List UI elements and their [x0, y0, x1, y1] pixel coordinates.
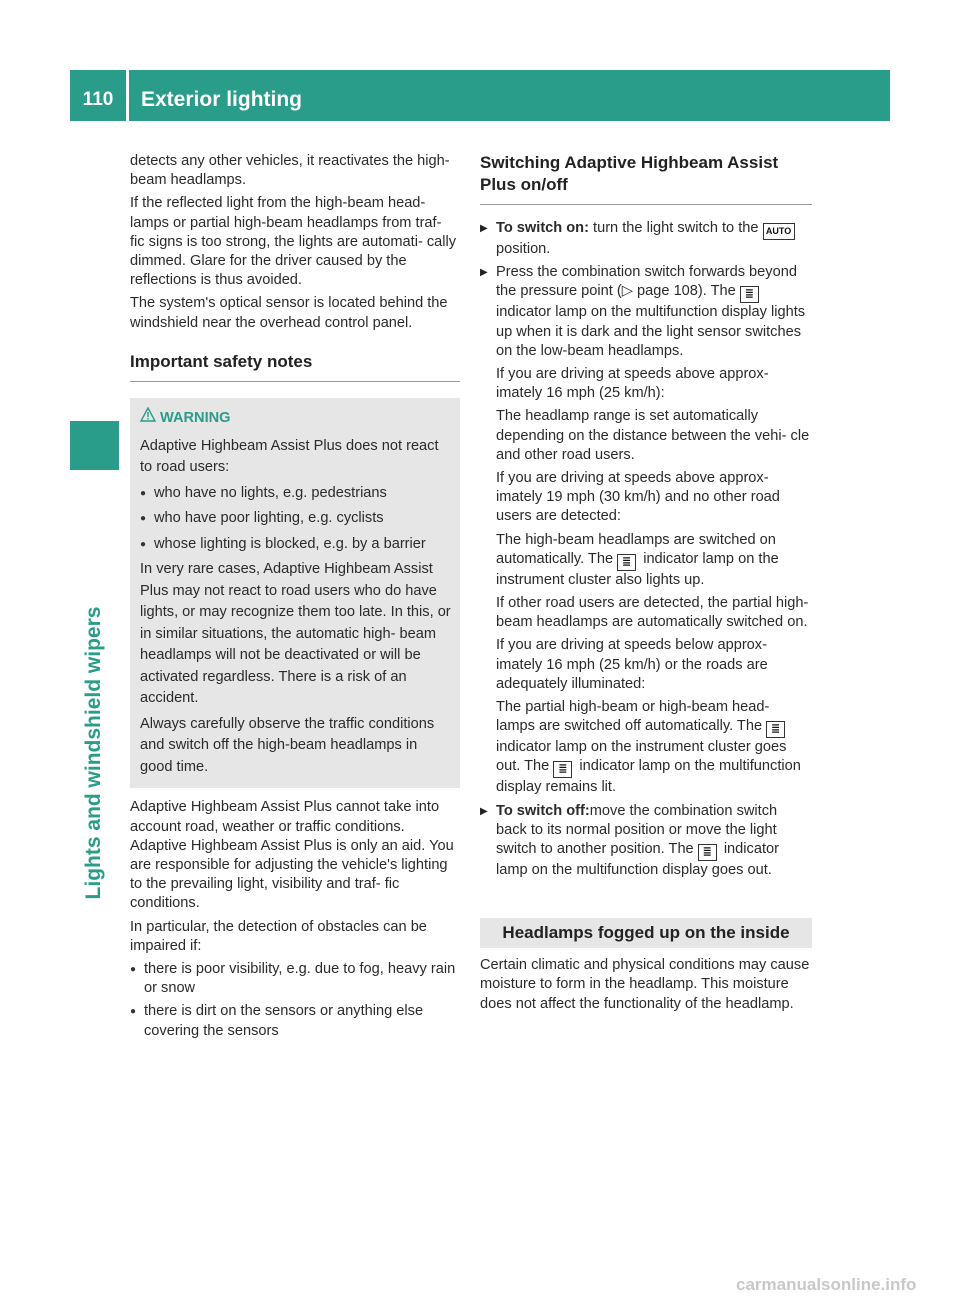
- paragraph: If you are driving at speeds above approx- imately 19 mph (30 km/h) and no other road users are detected:: [496, 470, 780, 525]
- highbeam-assist-icon: ≣: [698, 844, 717, 861]
- paragraph: If the reflected light from the high-beam head- lamps or partial high-beam headlamps from traf- fic signs is too strong, the lights are automati- cally dimmed. Glare for the driver caused by the reflections is thus avoided.: [130, 195, 457, 289]
- highbeam-assist-icon: ≣: [553, 761, 572, 778]
- step-press-switch: [480, 263, 812, 361]
- text: indicator lamp on the multifunction display remains lit.: [496, 758, 801, 796]
- list-item: ● there is dirt on the sensors or anything else covering the sensors: [130, 1002, 460, 1040]
- warning-intro: Adaptive Highbeam Assist Plus does not react to road users:: [140, 437, 439, 476]
- paragraph: [496, 531, 812, 590]
- side-tab-label: Lights and windshield wipers: [82, 606, 105, 900]
- step-text: turn the light switch to the: [593, 220, 759, 236]
- paragraph: The system's optical sensor is located behind the windshield near the overhead control panel.: [130, 295, 448, 331]
- paragraph: In particular, the detection of obstacles can be impaired if:: [130, 918, 427, 954]
- side-tab-marker: [70, 421, 119, 470]
- text: indicator lamp on the instrument cluster also lights up.: [496, 550, 779, 588]
- step-text: indicator lamp on the multifunction display goes out.: [496, 841, 779, 879]
- high-beam-icon: ≣: [617, 554, 636, 571]
- text: The high-beam headlamps are switched on automatically. The: [496, 531, 776, 567]
- watermark: carmanualsonline.info: [736, 1275, 917, 1294]
- warning-bullet: ● who have poor lighting, e.g. cyclists: [140, 508, 452, 530]
- high-beam-icon: ≣: [766, 721, 785, 738]
- paragraph: The headlamp range is set automatically depending on the distance between the vehi- cle and other road users.: [496, 408, 810, 463]
- text: indicator lamp on the instrument cluster goes out. The: [496, 739, 787, 775]
- step-switch-off: [480, 802, 812, 881]
- step-text: position.: [496, 241, 551, 257]
- paragraph: detects any other vehicles, it reactivates the high-beam headlamps.: [130, 153, 450, 189]
- warning-title: WARNING: [160, 409, 231, 426]
- warning-header: [140, 406, 452, 430]
- page-reference[interactable]: page 108).: [637, 283, 707, 300]
- paragraph: If you are driving at speeds below approx- imately 16 mph (25 km/h) or the roads are adequately illuminated:: [496, 637, 768, 692]
- paragraph: If other road users are detected, the partial high-beam headlamps are automatically switched on.: [496, 595, 809, 631]
- fogging-heading: Headlamps fogged up on the inside: [480, 918, 812, 948]
- list-item: ● there is poor visibility, e.g. due to fog, heavy rain or snow: [130, 960, 460, 998]
- header-divider: [126, 70, 129, 121]
- warning-triangle-icon: [140, 406, 160, 430]
- safety-heading: Important safety notes: [130, 351, 460, 382]
- warning-paragraph: Always carefully observe the traffic conditions and switch off the high-beam headlamps in good time.: [140, 715, 435, 775]
- step-label: To switch off:: [496, 802, 590, 819]
- switching-heading: Switching Adaptive Highbeam Assist Plus on/off: [480, 152, 812, 205]
- step-text: Press the combination switch forwards beyond the pressure point (: [496, 264, 797, 300]
- paragraph: [496, 698, 812, 798]
- left-column: [130, 152, 460, 1045]
- step-text: indicator lamp on the multifunction display lights up when it is dark and the light sensor switches on the low-beam headlamps.: [496, 304, 806, 359]
- paragraph: Certain climatic and physical conditions may cause moisture to form in the headlamp. This moisture does not affect the functionality of the headlamp.: [480, 957, 810, 1012]
- section-title: Exterior lighting: [141, 88, 303, 111]
- warning-bullet: ● who have no lights, e.g. pedestrians: [140, 483, 452, 505]
- paragraph: Adaptive Highbeam Assist Plus cannot take into account road, weather or traffic conditions. Adaptive Highbeam Assist Plus is only an aid. You are responsible for adjusting the vehicle's lighting to the prevailing light, visibility and traf- fic conditions.: [130, 799, 454, 912]
- right-column: [480, 152, 812, 1018]
- warning-paragraph: In very rare cases, Adaptive Highbeam Assist Plus may not react to road users who do have lights, or may recognize them too late. In this, or in similar situations, the automatic high- beam headlamps will not be deactivated or will be activated regardless. There is a risk of an accident.: [140, 561, 451, 707]
- warning-bullet: ● whose lighting is blocked, e.g. by a barrier: [140, 534, 452, 556]
- step-label: To switch on:: [496, 220, 589, 236]
- text: The partial high-beam or high-beam head- lamps are switched off automatically. The: [496, 699, 770, 735]
- page-ref-arrow-icon: ▷: [621, 283, 633, 300]
- step-text: move the combination switch back to its normal position or move the light switch to another position.: [496, 802, 778, 858]
- paragraph: If you are driving at speeds above approx- imately 16 mph (25 km/h):: [496, 366, 769, 402]
- page-number: 110: [82, 89, 114, 110]
- step-text: The: [710, 283, 736, 300]
- highbeam-assist-icon: ≣: [740, 286, 759, 303]
- warning-box: [130, 398, 460, 789]
- step-text: The: [668, 841, 694, 858]
- step-switch-on: [480, 219, 812, 259]
- auto-position-icon: AUTO: [763, 223, 795, 240]
